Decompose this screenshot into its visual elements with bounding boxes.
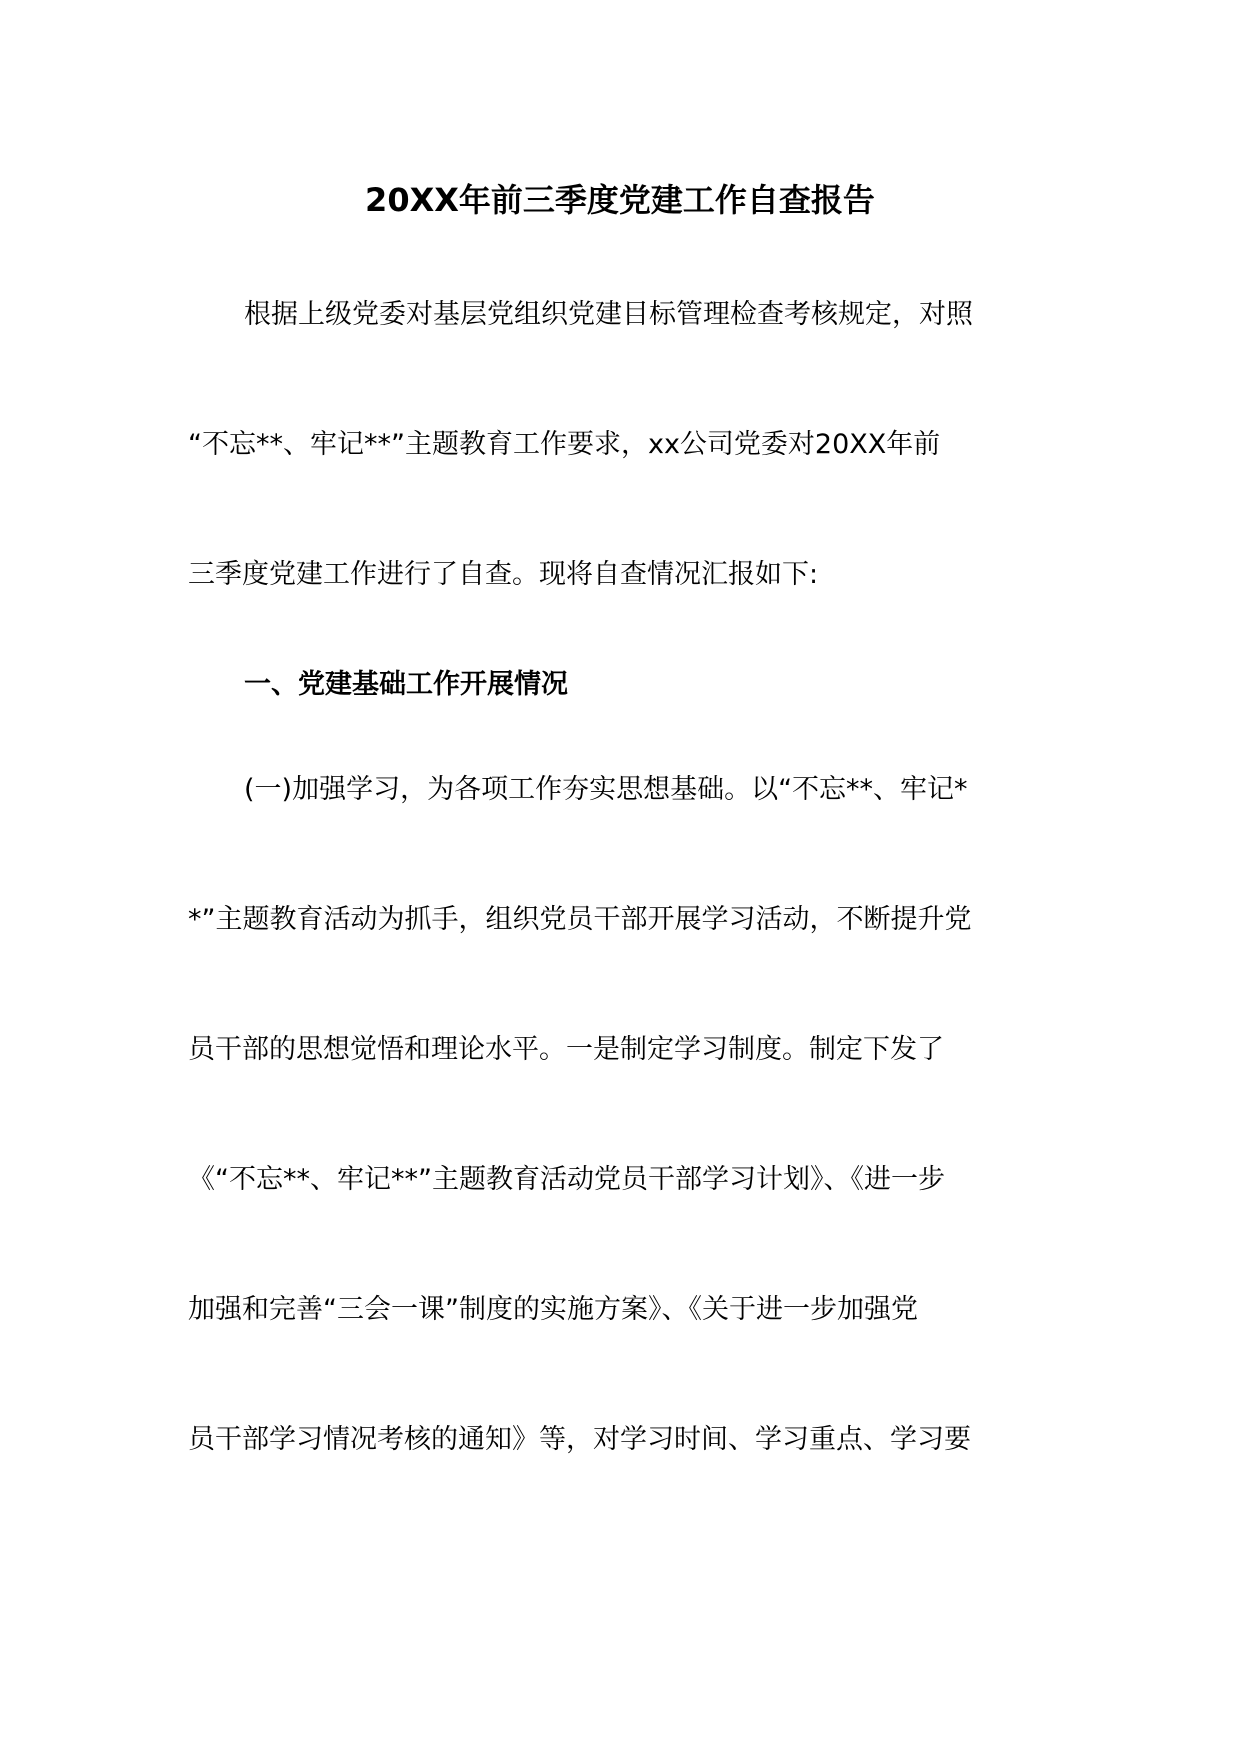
paragraph-2-line-5: 加强和完善“三会一课”制度的实施方案》、《关于进一步加强党 bbox=[188, 1294, 918, 1325]
paragraph-2-line-3: 员干部的思想觉悟和理论水平。一是制定学习制度。制定下发了 bbox=[188, 1034, 944, 1065]
paragraph-1-line-1: 根据上级党委对基层党组织党建目标管理检查考核规定，对照 bbox=[244, 299, 973, 330]
section-heading-1: 一、党建基础工作开展情况 bbox=[244, 669, 568, 700]
document-title: 20XX年前三季度党建工作自查报告 bbox=[365, 181, 875, 219]
paragraph-2-line-4: 《“不忘**、牢记**”主题教育活动党员干部学习计划》、《进一步 bbox=[188, 1164, 945, 1195]
paragraph-2-line-6: 员干部学习情况考核的通知》等，对学习时间、学习重点、学习要 bbox=[188, 1424, 971, 1455]
paragraph-2-line-1: (一)加强学习，为各项工作夯实思想基础。以“不忘**、牢记* bbox=[244, 774, 968, 805]
paragraph-1-line-2: “不忘**、牢记**”主题教育工作要求，xx公司党委对20XX年前 bbox=[188, 429, 941, 460]
paragraph-2-line-2: *”主题教育活动为抓手，组织党员干部开展学习活动，不断提升党 bbox=[188, 904, 972, 935]
paragraph-1-line-3: 三季度党建工作进行了自查。现将自查情况汇报如下: bbox=[188, 559, 819, 590]
